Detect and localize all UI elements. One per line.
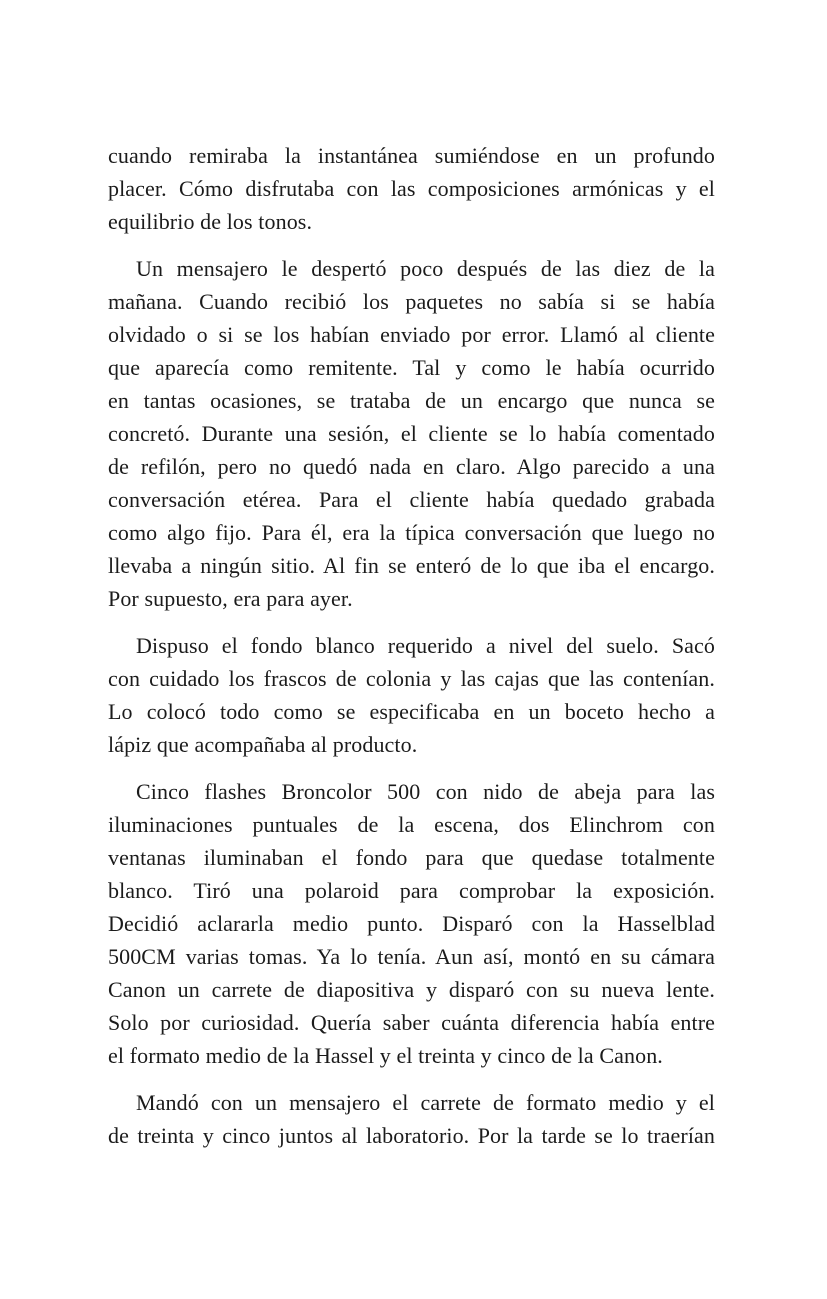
text-line: el formato medio de la Hassel y el treinta y cinco de la Canon. <box>108 1043 663 1068</box>
text-line: mañana. Cuando recibió los paquetes no sabía si se había <box>108 289 715 314</box>
text-line: Canon un carrete de diapositiva y disparó con su nueva lente. <box>108 977 715 1002</box>
text-line: cuando remiraba la instantánea sumiéndose en un profundo <box>108 143 715 168</box>
text-line: Solo por curiosidad. Quería saber cuánta diferencia había entre <box>108 1010 715 1035</box>
text-line: 500CM varias tomas. Ya lo tenía. Aun así, montó en su cámara <box>108 944 715 969</box>
paragraph <box>108 252 715 615</box>
paragraph <box>108 1086 715 1152</box>
text-line: Decidió aclararla medio punto. Disparó con la Hasselblad <box>108 911 715 936</box>
text-line: concretó. Durante una sesión, el cliente se lo había comentado <box>108 421 715 446</box>
text-line: Por supuesto, era para ayer. <box>108 586 353 611</box>
text-line: placer. Cómo disfrutaba con las composiciones armónicas y el <box>108 176 715 201</box>
text-line: en tantas ocasiones, se trataba de un encargo que nunca se <box>108 388 715 413</box>
text-line: iluminaciones puntuales de la escena, dos Elinchrom con <box>108 812 715 837</box>
paragraph <box>108 139 715 238</box>
text-line: equilibrio de los tonos. <box>108 209 313 234</box>
text-line: blanco. Tiró una polaroid para comprobar la exposición. <box>108 878 715 903</box>
text-line: como algo fijo. Para él, era la típica conversación que luego no <box>108 520 715 545</box>
text-line: Mandó con un mensajero el carrete de formato medio y el <box>136 1090 715 1115</box>
text-line: lápiz que acompañaba al producto. <box>108 732 418 757</box>
page-text-block <box>108 139 715 1152</box>
text-line: Lo colocó todo como se especificaba en un boceto hecho a <box>108 699 715 724</box>
text-line: llevaba a ningún sitio. Al fin se enteró de lo que iba el encargo. <box>108 553 715 578</box>
text-line: ventanas iluminaban el fondo para que quedase totalmente <box>108 845 715 870</box>
text-line: Dispuso el fondo blanco requerido a nivel del suelo. Sacó <box>136 633 715 658</box>
text-line: que aparecía como remitente. Tal y como le había ocurrido <box>108 355 715 380</box>
text-line: de refilón, pero no quedó nada en claro. Algo parecido a una <box>108 454 715 479</box>
paragraph <box>108 775 715 1072</box>
text-line: olvidado o si se los habían enviado por error. Llamó al cliente <box>108 322 715 347</box>
text-line: Un mensajero le despertó poco después de las diez de la <box>136 256 715 281</box>
text-line: conversación etérea. Para el cliente había quedado grabada <box>108 487 715 512</box>
text-line: con cuidado los frascos de colonia y las cajas que las contenían. <box>108 666 715 691</box>
text-line: Cinco flashes Broncolor 500 con nido de abeja para las <box>136 779 715 804</box>
paragraph <box>108 629 715 761</box>
text-line: de treinta y cinco juntos al laboratorio. Por la tarde se lo traerían <box>108 1123 715 1148</box>
